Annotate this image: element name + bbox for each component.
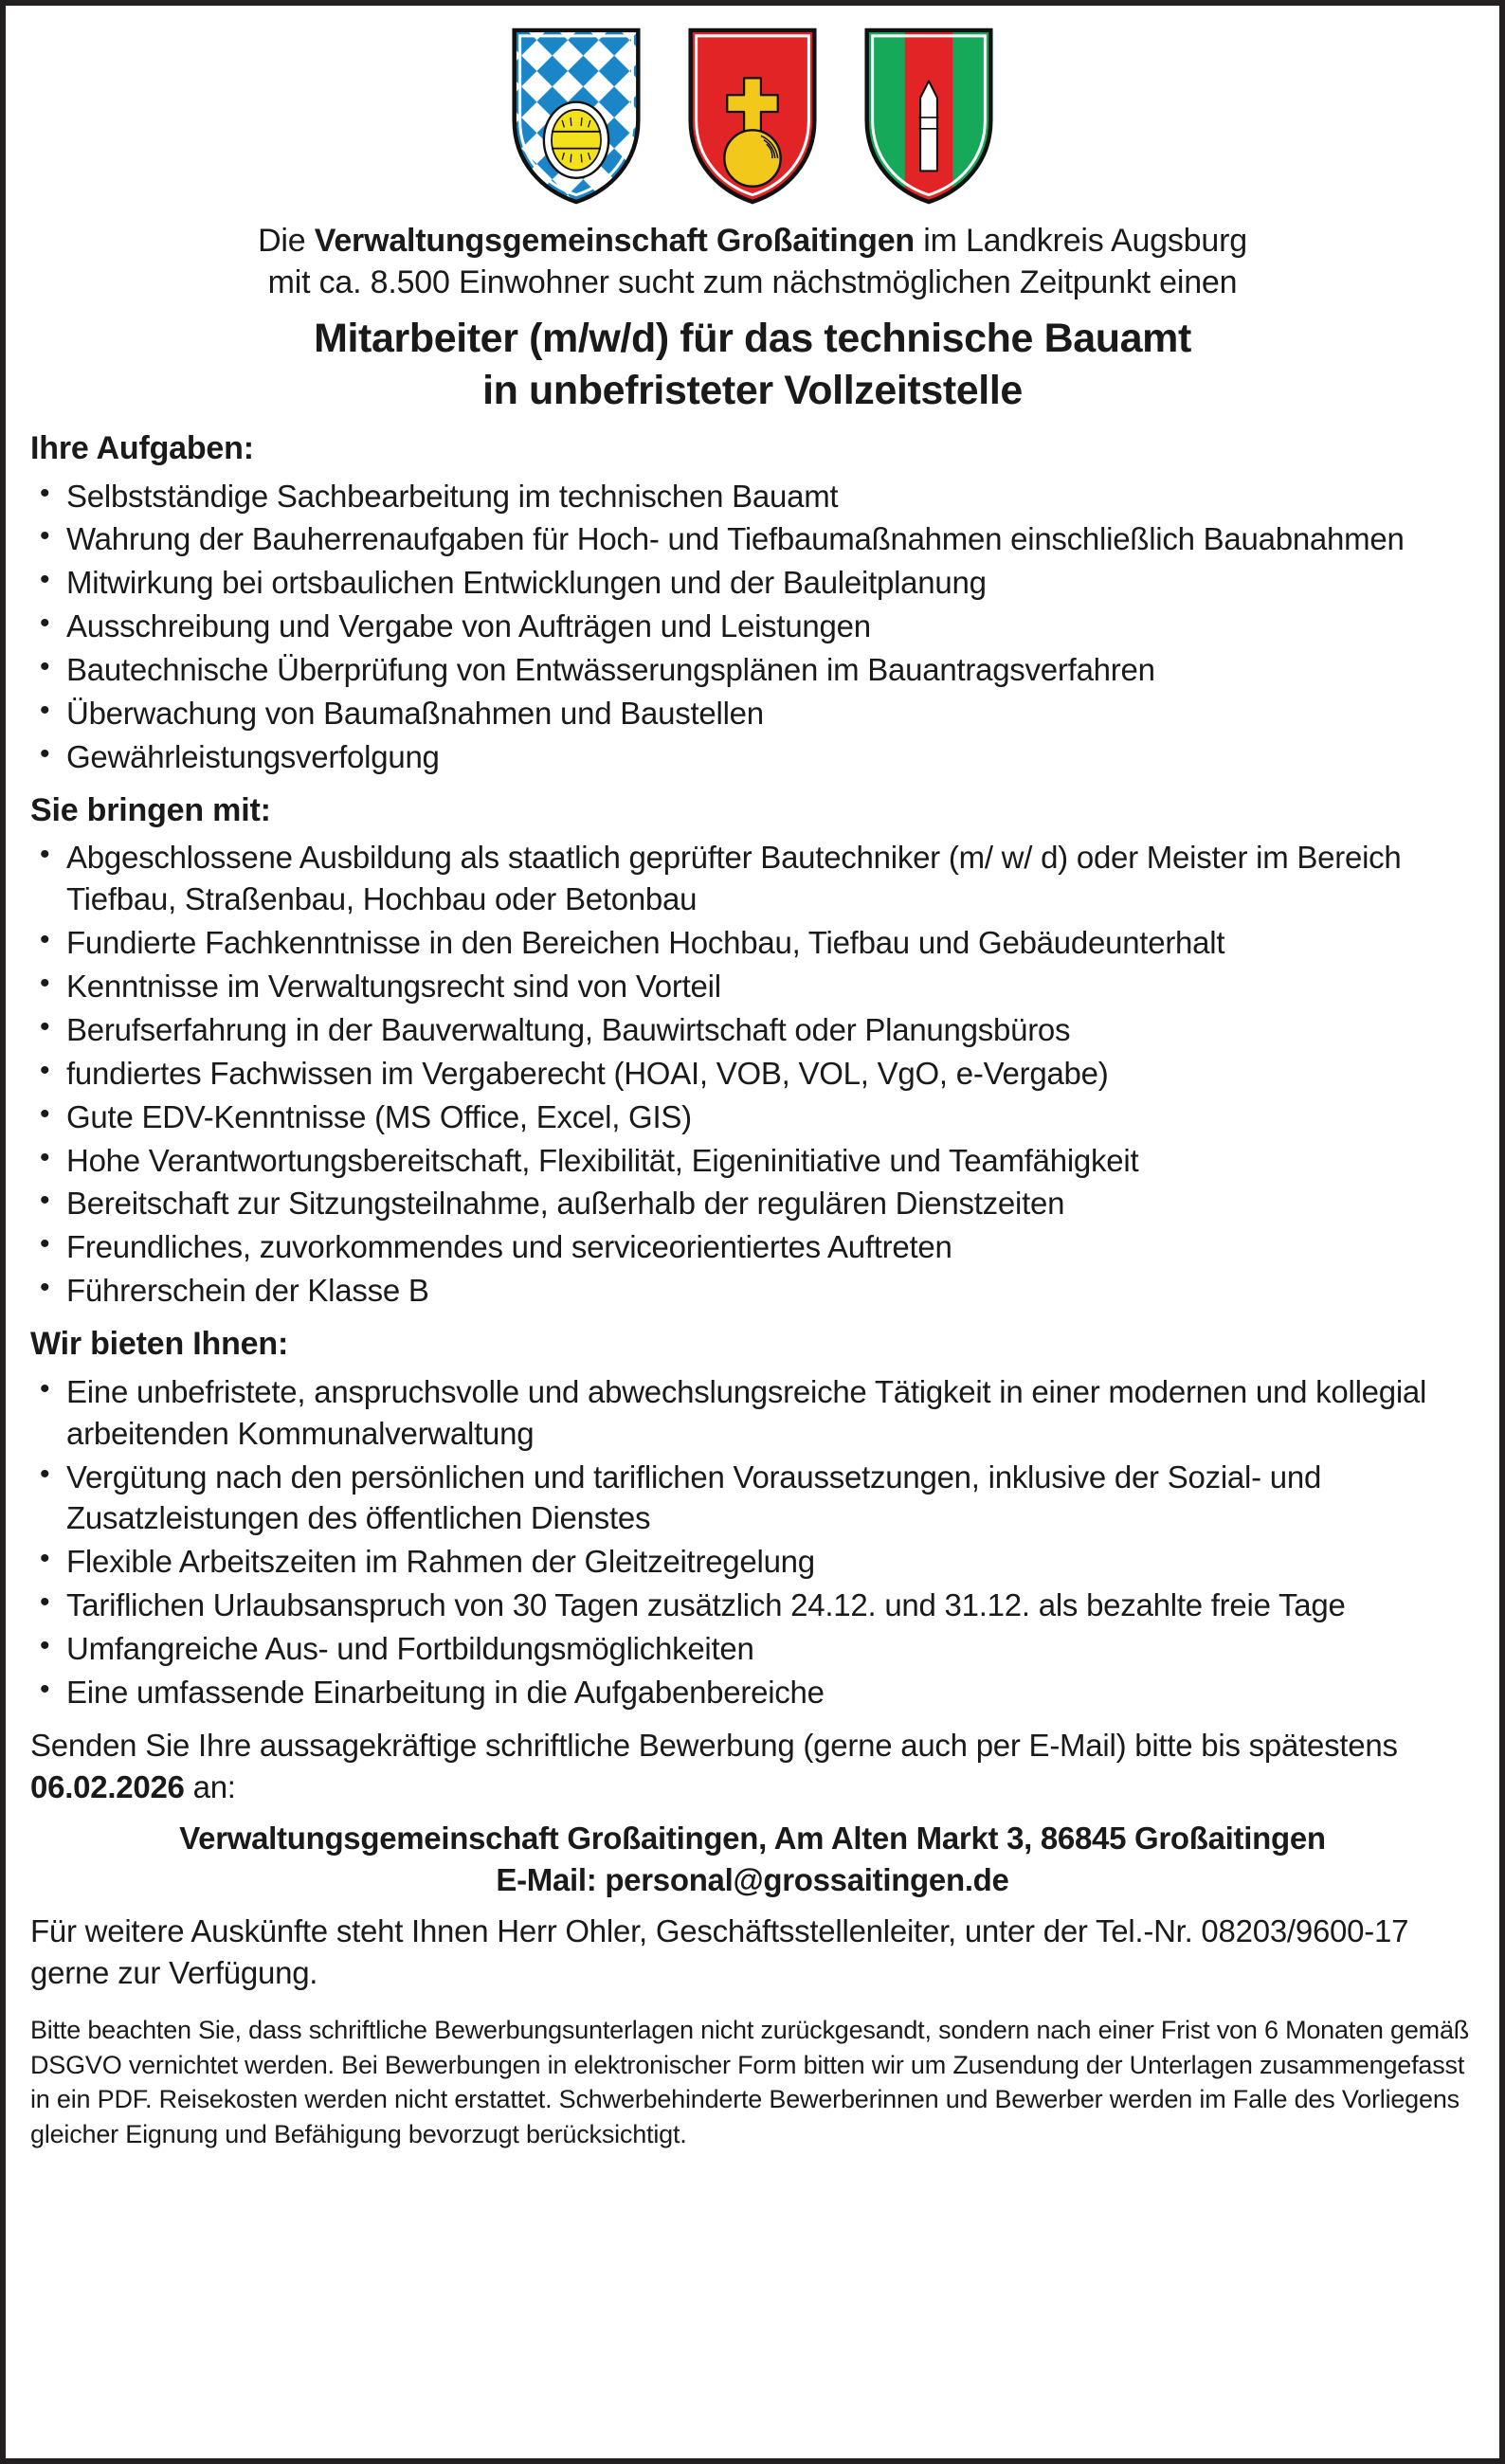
list-item: • Überwachung von Baumaßnahmen und Baustellen <box>30 693 1475 734</box>
list-item: • Flexible Arbeitszeiten im Rahmen der Gleitzeitregelung <box>30 1541 1475 1583</box>
list-item: • fundiertes Fachwissen im Vergaberecht (HOAI, VOB, VOL, VgO, e-Vergabe) <box>30 1053 1475 1095</box>
intro-paragraph <box>38 220 1467 303</box>
list-item: • Ausschreibung und Vergabe von Aufträgen und Leistungen <box>30 606 1475 647</box>
list-item: • Selbstständige Sachbearbeitung im technischen Bauamt <box>30 476 1475 517</box>
address-organisation: Verwaltungsgemeinschaft Großaitingen, Am Alten Markt 3, 86845 Großaitingen <box>179 1820 1326 1856</box>
section-heading-anforderungen: Sie bringen mit: <box>30 791 271 828</box>
list-item: • Bautechnische Überprüfung von Entwässerungsplänen im Bauantragsverfahren <box>30 649 1475 691</box>
list-item: • Gute EDV-Kenntnisse (MS Office, Excel, GIS) <box>30 1096 1475 1138</box>
list-item: • Bereitschaft zur Sitzungsteilnahme, außerhalb der regulären Dienstzeiten <box>30 1183 1475 1224</box>
list-item: • Führerschein der Klasse B <box>30 1270 1475 1312</box>
section-heading-aufgaben: Ihre Aufgaben: <box>30 429 254 466</box>
legal-fineprint: Bitte beachten Sie, dass schriftliche Bewerbungsunterlagen nicht zurückgesandt, sondern nach einer Frist von 6 Monaten gemäß DSGVO vernichtet werden. Bei Bewerbungen in elektronischer Form bitten wir um Zusendung der Unterlagen zusammengefasst in ein PDF. Reisekosten werden nicht erstattet. Schwerbehinderte Bewerberinnen und Bewerber werden im Falle des Vorliegens gleicher Eignung und Befähigung bevorzugt berücksichtigt. <box>30 2015 1470 2148</box>
intro-line2: mit ca. 8.500 Einwohner sucht zum nächstmöglichen Zeitpunkt einen <box>267 264 1238 301</box>
list-item: • Vergütung nach den persönlichen und tariflichen Voraussetzungen, inklusive der Sozial- und Zusatzleistungen des öffentlichen Dienstes <box>30 1457 1475 1540</box>
list-angebot <box>30 1371 1475 1713</box>
list-item: • Gewährleistungsverfolgung <box>30 736 1475 778</box>
list-item: • Tariflichen Urlaubsanspruch von 30 Tagen zusätzlich 24.12. und 31.12. als bezahlte freie Tage <box>30 1585 1475 1626</box>
list-item: • Eine umfassende Einarbeitung in die Aufgabenbereiche <box>30 1672 1475 1713</box>
list-item: • Fundierte Fachkenntnisse in den Bereichen Hochbau, Tiefbau und Gebäudeunterhalt <box>30 922 1475 964</box>
list-anforderungen <box>30 837 1475 1312</box>
closing-text-after: an: <box>184 1768 236 1804</box>
list-item: • Abgeschlossene Ausbildung als staatlich geprüfter Bautechniker (m/ w/ d) oder Meister im Bereich Tiefbau, Straßenbau, Hochbau oder Betonbau <box>30 837 1475 920</box>
bayern-wappen-icon <box>505 25 647 205</box>
list-item: • Wahrung der Bauherrenaufgaben für Hoch- und Tiefbaumaßnahmen einschließlich Bauabnahmen <box>30 518 1475 560</box>
list-item: • Berufserfahrung in der Bauverwaltung, Bauwirtschaft oder Planungsbüros <box>30 1009 1475 1051</box>
job-title-line2: in unbefristeter Vollzeitstelle <box>482 367 1023 413</box>
intro-suffix: im Landkreis Augsburg <box>915 223 1247 259</box>
list-aufgaben <box>30 476 1475 778</box>
application-deadline: 06.02.2026 <box>30 1768 185 1804</box>
list-item: • Hohe Verantwortungsbereitschaft, Flexibilität, Eigeninitiative und Teamfähigkeit <box>30 1140 1475 1182</box>
list-item: • Kenntnisse im Verwaltungsrecht sind von Vorteil <box>30 966 1475 1007</box>
application-instructions <box>30 1725 1475 1808</box>
closing-text-before: Senden Sie Ihre aussagekräftige schriftliche Bewerbung (gerne auch per E-Mail) bitte bis spätestens <box>30 1727 1398 1763</box>
gruen-rot-wappen-saeule-icon <box>858 25 1000 205</box>
job-title-line1: Mitarbeiter (m/w/d) für das technische Bauamt <box>314 316 1191 362</box>
page-title <box>30 313 1475 415</box>
list-item: • Freundliches, zuvorkommendes und serviceorientiertes Auftreten <box>30 1226 1475 1268</box>
list-item: • Eine unbefristete, anspruchsvolle und abwechslungsreiche Tätigkeit in einer modernen und kollegial arbeitenden Kommunalverwaltung <box>30 1371 1475 1455</box>
section-heading-angebot: Wir bieten Ihnen: <box>30 1326 289 1363</box>
intro-prefix: Die <box>258 223 315 259</box>
rotes-wappen-kreuz-icon <box>681 25 824 205</box>
list-item: • Mitwirkung bei ortsbaulichen Entwicklungen und der Bauleitplanung <box>30 562 1475 604</box>
organisation-name: Verwaltungsgemeinschaft Großaitingen <box>314 223 915 259</box>
list-item: • Umfangreiche Aus- und Fortbildungsmöglichkeiten <box>30 1628 1475 1670</box>
contact-person-info: Für weitere Auskünfte steht Ihnen Herr Ohler, Geschäftsstellenleiter, unter der Tel.-Nr. 08203/9600-17 gerne zur Verfügung. <box>30 1913 1409 1990</box>
contact-email[interactable]: E-Mail: personal@grossaitingen.de <box>496 1861 1009 1897</box>
crest-row <box>30 25 1475 205</box>
contact-address <box>30 1818 1475 1901</box>
